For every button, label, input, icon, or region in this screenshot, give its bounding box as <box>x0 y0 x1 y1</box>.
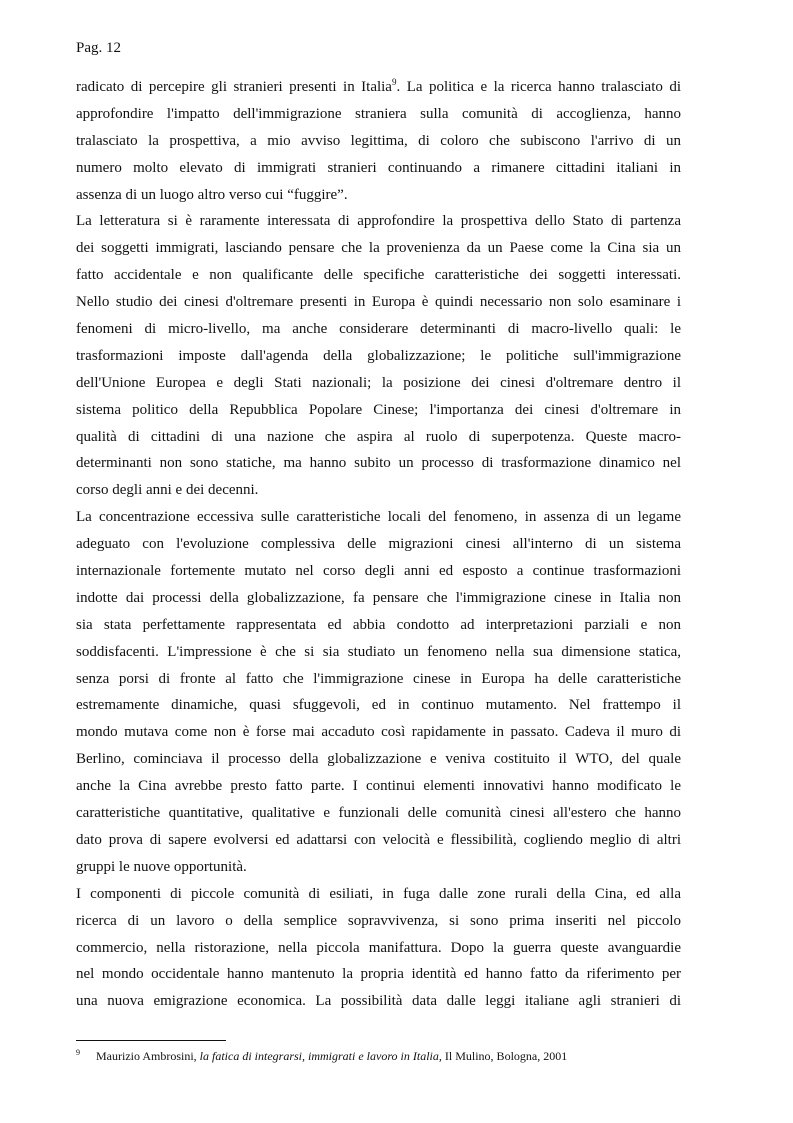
body-text <box>76 74 681 1015</box>
text-line-content: soddisfacenti. L'impressione è che si sia studiato un fenomeno nella sua dimensione statica, <box>76 643 681 660</box>
text-line-content: Nello studio dei cinesi d'oltremare presenti in Europa è quindi necessario non solo esaminare i <box>76 294 681 311</box>
text-line-content: I componenti di piccole comunità di esiliati, in fuga dalle zone rurali della Cina, ed alla <box>76 885 681 902</box>
text-line-content: adeguato con l'evoluzione complessiva delle migrazioni cinesi all'interno di un sistema <box>76 536 681 553</box>
text-line-content: approfondire l'impatto dell'immigrazione straniera sulla comunità di accoglienza, hanno <box>76 105 681 122</box>
text-line-content: determinanti non sono statiche, ma hanno subito un processo di trasformazione dinamico nel <box>76 455 681 472</box>
text-line <box>76 854 681 881</box>
text-line-content: numero molto elevato di immigrati stranieri continuando a rimanere cittadini italiani in <box>76 159 681 176</box>
footnote-author: Maurizio Ambrosini, <box>96 1049 197 1063</box>
text-line <box>76 155 681 182</box>
text-line <box>76 639 681 666</box>
text-line <box>76 800 681 827</box>
text-line <box>76 692 681 719</box>
text-line-content: caratteristiche quantitative, qualitative e funzionali delle comunità cinesi all'estero che hanno <box>76 805 681 822</box>
text-line <box>76 370 681 397</box>
text-line <box>76 74 681 101</box>
text-line-content: Berlino, cominciava il processo della globalizzazione e veniva costituito il WTO, del quale <box>76 751 681 768</box>
text-line-content: dell'Unione Europea e degli Stati nazionali; la posizione dei cinesi d'oltremare dentro il <box>76 374 681 391</box>
text-line-content: La letteratura si è raramente interessata di approfondire la prospettiva dello Stato di partenza <box>76 213 681 230</box>
text-line-content: senza porsi di fronte al fatto che l'immigrazione cinese in Europa ha delle caratteristiche <box>76 670 681 687</box>
text-line-content: anche la Cina avrebbe presto fatto parte. I continui elementi innovativi hanno modificato le <box>76 778 681 795</box>
text-line <box>76 235 681 262</box>
text-line <box>76 988 681 1015</box>
text-line-content: una nuova emigrazione economica. La possibilità data dalle leggi italiane agli stranieri di <box>76 993 681 1010</box>
text-line-content: internazionale fortemente mutato nel corso degli anni ed esposto a continue trasformazioni <box>76 563 681 580</box>
text-line-content: corso degli anni e dei decenni. <box>76 482 259 499</box>
text-line <box>76 504 681 531</box>
text-line-content: assenza di un luogo altro verso cui “fuggire”. <box>76 186 348 203</box>
text-line <box>76 935 681 962</box>
text-line <box>76 316 681 343</box>
text-line <box>76 773 681 800</box>
text-line <box>76 397 681 424</box>
text-line-content: tralasciato la prospettiva, a mio avviso legittima, di coloro che subiscono l'arrivo di un <box>76 132 681 149</box>
text-line <box>76 101 681 128</box>
footnote: 9 Maurizio Ambrosini, la fatica di integrarsi, immigrati e lavoro in Italia, Il Mulino, Bologna, 2001 <box>76 1048 568 1063</box>
page-number: Pag. 12 <box>76 40 121 56</box>
text-line <box>76 343 681 370</box>
text-line <box>76 558 681 585</box>
text-line <box>76 746 681 773</box>
text-line-content: radicato di percepire gli stranieri presenti in Italia <box>76 79 392 95</box>
text-line <box>76 262 681 289</box>
text-line-content: dei soggetti immigrati, lasciando pensare che la provenienza da un Paese come la Cina sia un <box>76 240 681 257</box>
text-line-content: dato prova di sapere evolversi ed adattarsi con velocità e flessibilità, cogliendo meglio di altri <box>76 831 681 848</box>
text-line <box>76 208 681 235</box>
text-line <box>76 612 681 639</box>
footnote-reference: 9 <box>391 77 397 87</box>
text-line <box>76 827 681 854</box>
text-line <box>76 289 681 316</box>
text-line-content: qualità di cittadini di una nazione che aspira al ruolo di superpotenza. Queste macro- <box>76 428 681 445</box>
text-line-content: sia stata perfettamente rappresentata ed abbia condotto ad interpretazioni parziali e non <box>76 616 681 633</box>
text-line <box>76 666 681 693</box>
text-line-content: ricerca di un lavoro o della semplice sopravvivenza, si sono prima inseriti nel piccolo <box>76 912 681 929</box>
text-line <box>76 128 681 155</box>
footnote-title: la fatica di integrarsi, immigrati e lavoro in Italia, <box>199 1049 442 1063</box>
text-line-content: estremamente dinamiche, quasi sfuggevoli, ed in continuo mutamento. Nel frattempo il <box>76 697 681 714</box>
text-line-content: mondo mutava come non è forse mai accaduto così rapidamente in passato. Cadeva il muro di <box>76 724 681 741</box>
text-line <box>76 585 681 612</box>
text-line <box>76 477 681 504</box>
text-line-continuation: . La politica e la ricerca hanno tralasciato di <box>396 79 682 95</box>
text-line-content: commercio, nella ristorazione, nella piccola manifattura. Dopo la guerra queste avanguardie <box>76 939 681 956</box>
text-line-content: La concentrazione eccessiva sulle caratteristiche locali del fenomeno, in assenza di un legame <box>76 509 681 526</box>
text-line-content: nel mondo occidentale hanno mantenuto la propria identità ed hanno fatto da riferimento per <box>76 966 681 983</box>
text-line <box>76 531 681 558</box>
text-line <box>76 719 681 746</box>
text-line <box>76 881 681 908</box>
text-line <box>76 182 681 209</box>
text-line-content: fenomeni di micro-livello, ma anche considerare determinanti di macro-livello quali: le <box>76 321 681 338</box>
text-line-content: fatto accidentale e non qualificante delle specifiche caratteristiche dei soggetti interessati. <box>76 267 681 284</box>
text-line-content: sistema politico della Repubblica Popolare Cinese; l'importanza dei cinesi d'oltremare in <box>76 401 681 418</box>
text-line-content: trasformazioni imposte dall'agenda della globalizzazione; le politiche sull'immigrazione <box>76 347 681 364</box>
text-line-content: indotte dai processi della globalizzazione, fa pensare che l'immigrazione cinese in Italia non <box>76 589 681 606</box>
footnote-separator <box>76 1040 226 1041</box>
text-line-content: gruppi le nuove opportunità. <box>76 858 247 875</box>
text-line <box>76 908 681 935</box>
footnote-publisher: Il Mulino, Bologna, 2001 <box>444 1049 568 1063</box>
text-line <box>76 424 681 451</box>
text-line <box>76 450 681 477</box>
text-line <box>76 961 681 988</box>
